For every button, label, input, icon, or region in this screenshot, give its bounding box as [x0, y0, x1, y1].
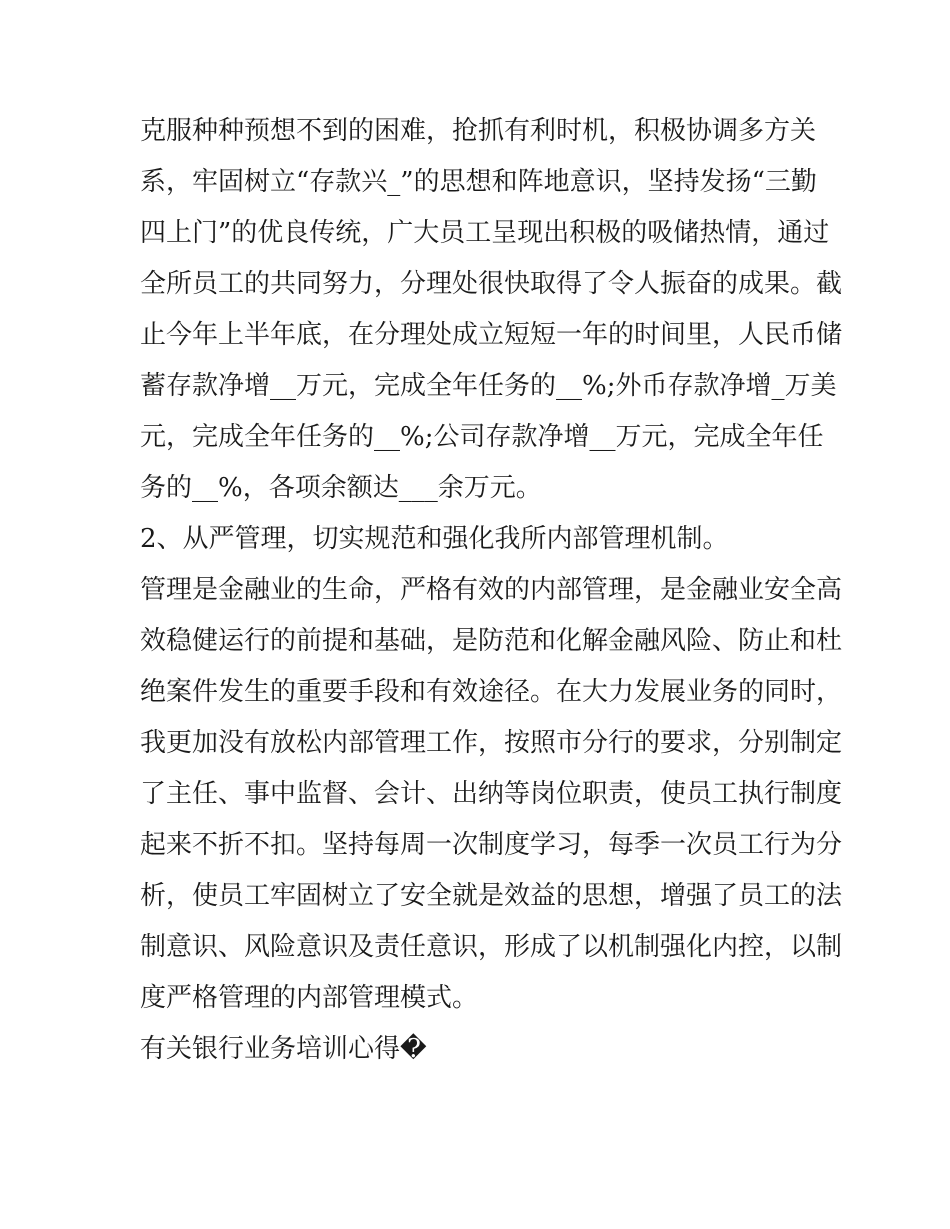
text-line: 制意识、风险意识及责任意识，形成了以机制强化内控，以制	[140, 932, 843, 962]
text-line: 绝案件发生的重要手段和有效途径。在大力发展业务的同时，	[140, 677, 843, 707]
footer-title-text: 有关银行业务培训心得�	[140, 1034, 427, 1064]
text-line: 元，完成全年任务的__%;公司存款净增__万元，完成全年任	[140, 422, 824, 452]
section-heading-text: 2、从严管理，切实规范和强化我所内部管理机制。	[140, 524, 729, 554]
section-heading	[140, 514, 812, 565]
paragraph-deposit-results	[140, 106, 843, 514]
text-line: 蓄存款净增__万元，完成全年任务的__%;外币存款净增_万美	[140, 371, 837, 401]
text-line: 止今年上半年底，在分理处成立短短一年的时间里，人民币储	[140, 320, 843, 350]
text-line: 四上门”的优良传统，广大员工呈现出积极的吸储热情，通过	[140, 218, 830, 248]
text-line: 克服种种预想不到的困难，抢抓有利时机，积极协调多方关	[140, 116, 817, 146]
paragraph-internal-management	[140, 565, 843, 1024]
text-line: 度严格管理的内部管理模式。	[140, 983, 479, 1013]
footer-title	[140, 1024, 812, 1075]
text-line: 了主任、事中监督、会计、出纳等岗位职责，使员工执行制度	[140, 779, 843, 809]
text-line: 我更加没有放松内部管理工作，按照市分行的要求，分别制定	[140, 728, 843, 758]
text-line: 析，使员工牢固树立了安全就是效益的思想，增强了员工的法	[140, 881, 843, 911]
text-line: 系，牢固树立“存款兴_”的思想和阵地意识，坚持发扬“三勤	[140, 167, 817, 197]
text-line: 务的__%，各项余额达___余万元。	[140, 473, 542, 503]
text-line: 管理是金融业的生命，严格有效的内部管理，是金融业安全高	[140, 575, 843, 605]
text-line: 效稳健运行的前提和基础，是防范和化解金融风险、防止和杜	[140, 626, 843, 656]
text-line: 全所员工的共同努力，分理处很快取得了令人振奋的成果。截	[140, 269, 843, 299]
text-line: 起来不折不扣。坚持每周一次制度学习，每季一次员工行为分	[140, 830, 843, 860]
document-body	[140, 106, 843, 1075]
